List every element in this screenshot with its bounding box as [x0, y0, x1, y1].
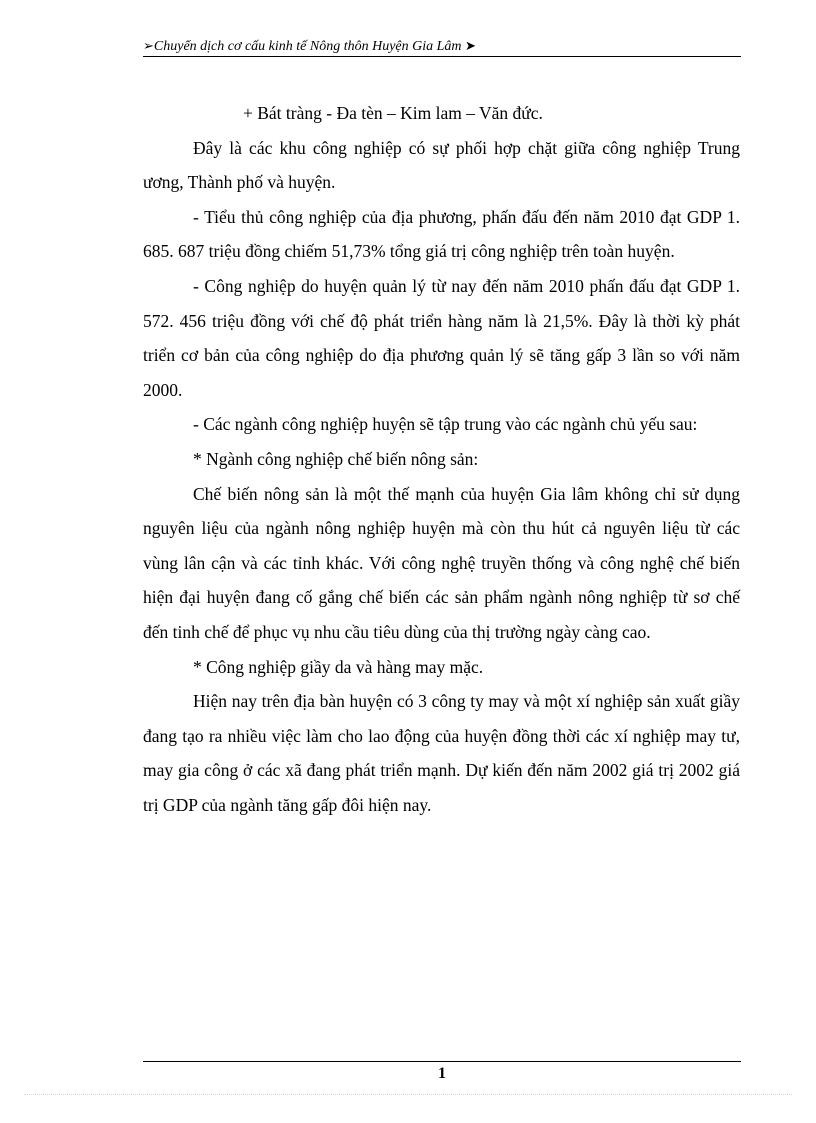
footer-divider — [143, 1061, 741, 1062]
page-header — [143, 36, 741, 57]
paragraph-leather-garment-heading: * Công nghiệp giầy da và hàng may mặc. — [193, 656, 484, 677]
header-title: Chuyển dịch cơ cấu kinh tế Nông thôn Huyện Gia Lâm — [153, 39, 462, 54]
page-number: 1 — [438, 1065, 446, 1082]
paragraph-leather-garment: Hiện nay trên địa bàn huyện có 3 công ty may và một xí nghiệp sản xuất giầy đang tạo ra nhiều việc làm cho lao động của huyện đồng thời các xí nghiệp may tư, may gia công ở các xã đang phát triển mạnh. Dự kiến đến năm 2002 giá trị 2002 giá trị GDP của ngành tăng gấp đôi hiện nay. — [143, 691, 740, 815]
paragraph-agri-processing-heading: * Ngành công nghiệp chế biến nông sản: — [193, 448, 479, 469]
paragraph-industrial-zones: Đây là các khu công nghiệp có sự phối hợp chặt giữa công nghiệp Trung ương, Thành phố và huyện. — [143, 137, 740, 193]
page-bottom-edge — [24, 1094, 792, 1095]
paragraph-agri-processing: Chế biến nông sản là một thế mạnh của huyện Gia lâm không chỉ sử dụng nguyên liệu của ngành nông nghiệp huyện mà còn thu hút cả nguyên liệu từ các vùng lân cận và các tỉnh khác. Với công nghệ truyền thống và công nghệ chế biến hiện đại huyện đang cố gắng chế biến các sản phẩm ngành nông nghiệp từ sơ chế đến tinh chế để phục vụ nhu cầu tiêu dùng của thị trường ngày càng cao. — [143, 483, 740, 642]
paragraph-district-industry: - Công nghiệp do huyện quản lý từ nay đến năm 2010 phấn đấu đạt GDP 1. 572. 456 triệu đồng với chế độ phát triển hàng năm là 21,5%. Đây là thời kỳ phát triển cơ bản của công nghiệp do địa phương quản lý sẽ tăng gấp 3 lần so với năm 2000. — [143, 275, 740, 400]
paragraph-local-handicraft: - Tiểu thủ công nghiệp của địa phương, phấn đấu đến năm 2010 đạt GDP 1. 685. 687 triệu đồng chiếm 51,73% tổng giá trị công nghiệp trên toàn huyện. — [143, 206, 740, 262]
header-left-arrow-icon: ➢ — [143, 38, 154, 53]
paragraph-place-list: + Bát tràng - Đa tèn – Kim lam – Văn đức. — [243, 103, 543, 123]
document-body — [143, 96, 740, 822]
paragraph-industry-focus: - Các ngành công nghiệp huyện sẽ tập trung vào các ngành chủ yếu sau: — [193, 414, 698, 435]
header-right-arrow-icon: ➤ — [465, 38, 476, 53]
